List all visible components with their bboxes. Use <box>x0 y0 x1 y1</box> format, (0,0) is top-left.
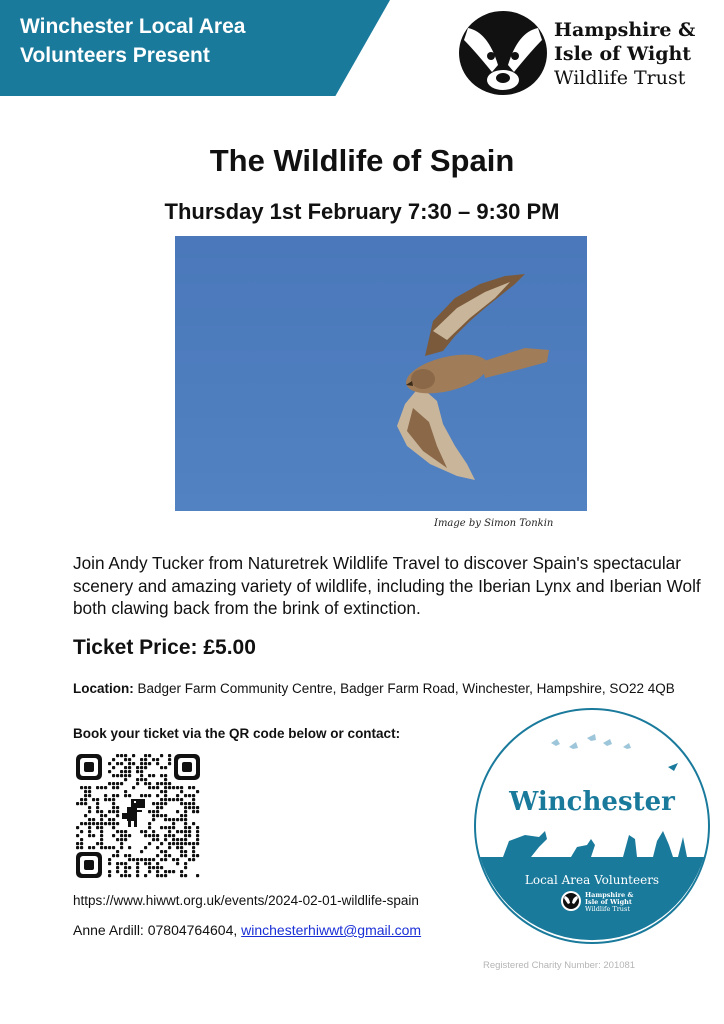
bird-of-prey-photo <box>175 236 587 511</box>
badge-trust-line-3: Wildlife Trust <box>585 905 630 913</box>
trust-name <box>554 18 695 90</box>
trust-name-line-3: Wildlife Trust <box>554 67 686 89</box>
location-label: Location: <box>73 681 134 696</box>
badge-trust-line-2: Isle of Wight <box>585 898 632 906</box>
banner-line-1: Winchester Local Area <box>20 15 246 38</box>
banner-line-2: Volunteers Present <box>20 44 210 67</box>
location-value: Badger Farm Community Centre, Badger Farm Road, Winchester, Hampshire, SO22 4QB <box>137 681 675 696</box>
trust-name-line-1: Hampshire & <box>554 19 696 41</box>
trust-logo <box>458 10 708 96</box>
qr-code-icon <box>76 754 200 878</box>
badge-subtitle: Local Area Volunteers <box>524 873 660 887</box>
ticket-price: Ticket Price: £5.00 <box>73 636 256 659</box>
badger-icon <box>458 10 548 96</box>
contact-email-link[interactable]: winchesterhiwwt@gmail.com <box>241 922 422 938</box>
trust-name-line-2: Isle of Wight <box>554 43 692 65</box>
badge-trust-name <box>585 892 633 913</box>
bird-illustration <box>175 236 587 511</box>
booking-contact <box>73 922 421 938</box>
booking-url[interactable]: https://www.hiwwt.org.uk/events/2024-02-01-wildlife-spain <box>73 893 419 908</box>
event-datetime: Thursday 1st February 7:30 – 9:30 PM <box>164 199 560 224</box>
event-title: The Wildlife of Spain <box>209 143 515 178</box>
badge-title: Winchester <box>509 787 675 817</box>
event-description: Join Andy Tucker from Naturetrek Wildlife Travel to discover Spain's spectacular scenery and amazing variety of wildlife, including the Iberian Lynx and Iberian Wolf both clawing back from the brink of extinction. <box>73 553 701 618</box>
photo-caption: Image by Simon Tonkin <box>434 518 554 529</box>
banner-text <box>20 12 245 70</box>
badge-trust-line-1: Hampshire & <box>585 891 634 899</box>
event-location <box>73 680 693 697</box>
booking-heading: Book your ticket via the QR code below or contact: <box>73 726 401 741</box>
contact-name-phone: Anne Ardill: 07804764604, <box>73 922 242 938</box>
booking-qr-code[interactable] <box>76 754 200 878</box>
charity-number: Registered Charity Number: 201081 <box>483 960 636 971</box>
volunteers-badge <box>473 707 711 945</box>
